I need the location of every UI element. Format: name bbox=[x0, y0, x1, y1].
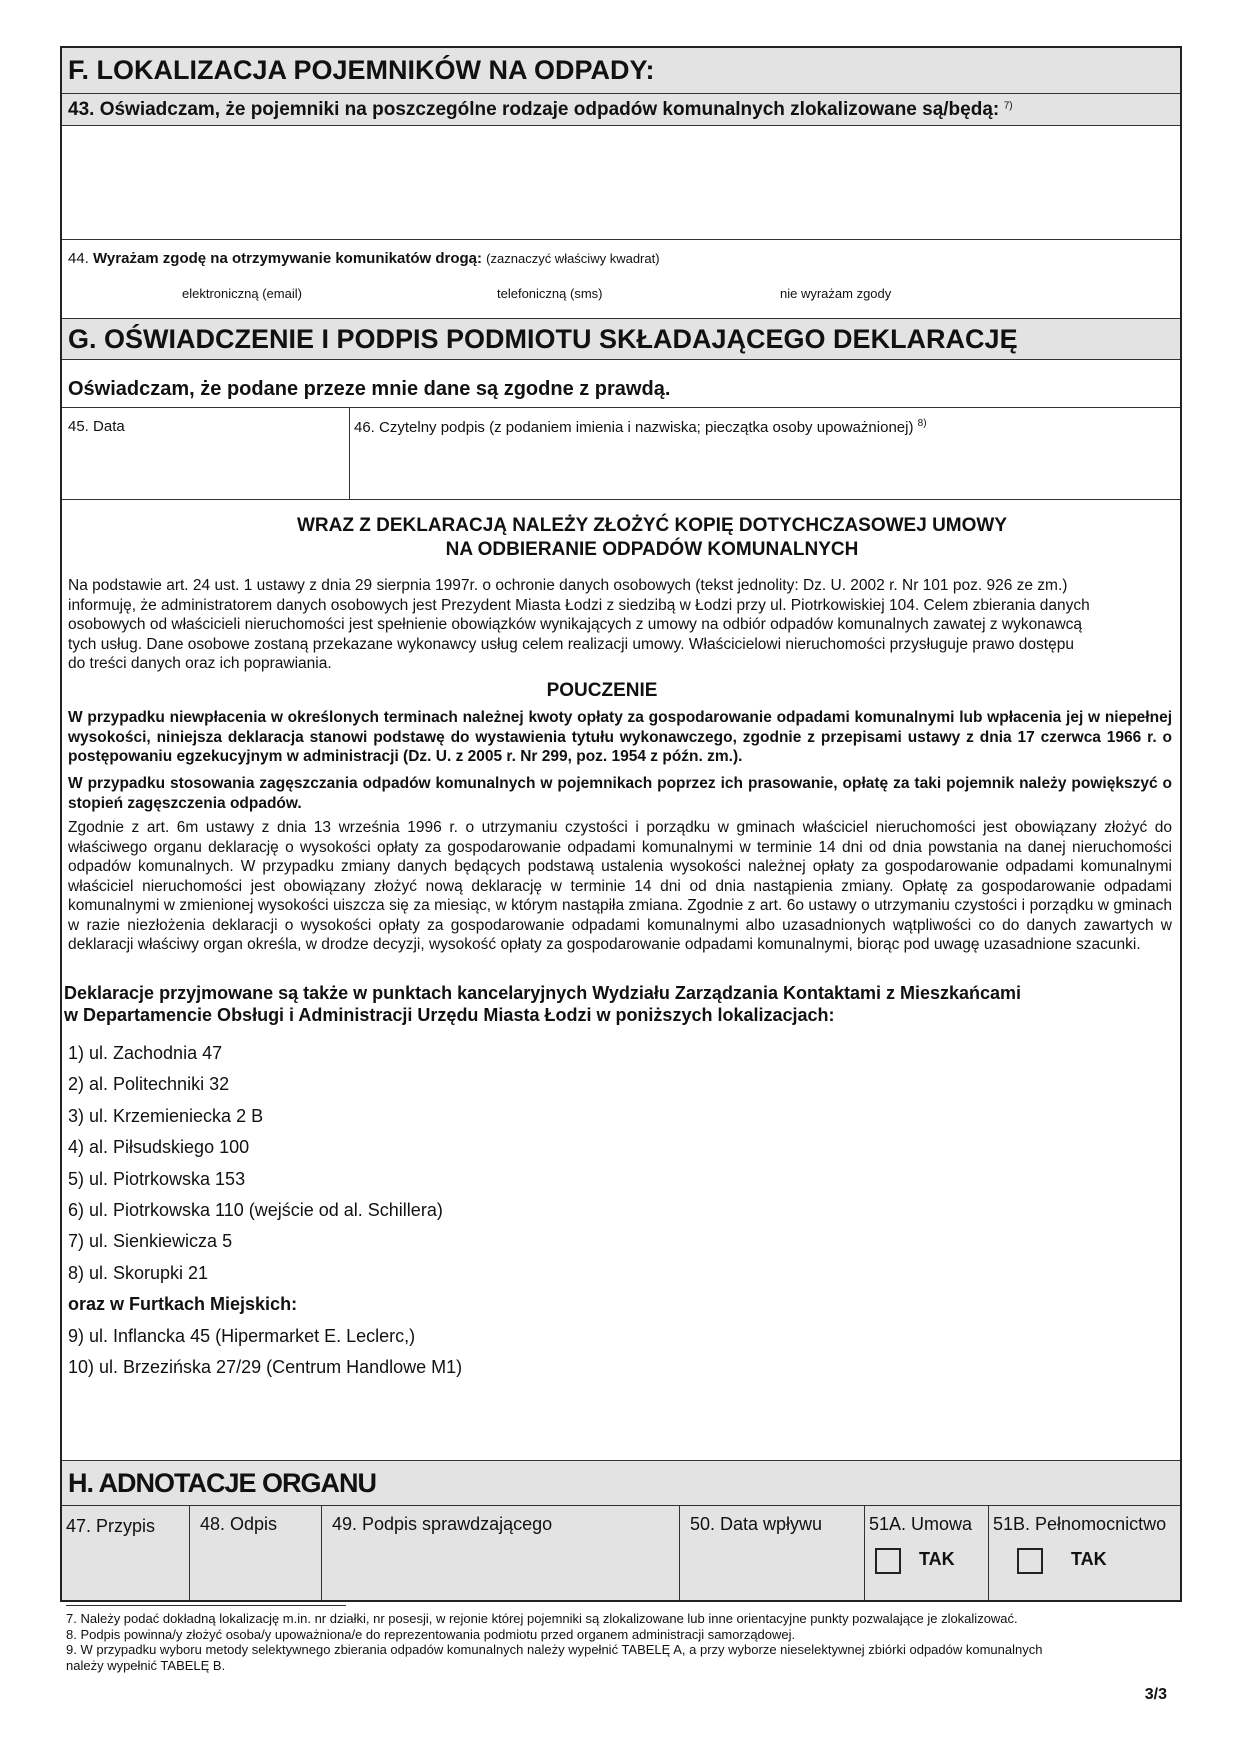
receipt-date-field[interactable] bbox=[680, 1506, 865, 1600]
option-email[interactable]: elektroniczną (email) bbox=[182, 286, 302, 301]
declaration-form-page bbox=[60, 46, 1182, 1602]
location-item: 7) ul. Sienkiewicza 5 bbox=[68, 1231, 233, 1252]
statement-text: Oświadczam, że podane przeze mnie dane są zgodne z prawdą. bbox=[68, 378, 671, 400]
umowa-tak-label: TAK bbox=[919, 1549, 955, 1570]
pouczenie-paragraph-3: Zgodnie z art. 6m ustawy z dnia 13 września 1996 r. o utrzymaniu czystości i porządku w gminach właściciel nieruchomości jest obowiązany złożyć do właściwego organu deklarację o wysokości opłaty za gospodarowanie odpadami komunalnymi w terminie 14 dni od dnia powstania na danej nieruchomości odpadów komunalnych. W przypadku zmiany danych będących podstawą ustalenia wysokości należnej opłaty za gospodarowanie odpadami komunalnymi właściciel nieruchomości jest obowiązany złożyć nową deklarację w terminie 14 dni od dnia nastąpienia zmiany. Opłatę za gospodarowanie odpadami komunalnymi w zmienionej wysokości uiszcza się za miesiąc, w którym nastąpiła zmiana. Zgodnie z art. 6o ustawy o utrzymaniu czystości i porządku w gminach w razie niezłożenia deklaracji o wysokości opłaty za gospodarowanie odpadami komunalnymi albo uzasadnionych wątpliwości co do danych zawartych w deklaracji właściwy organ określa, w drodze decyzji, wysokość opłaty za gospodarowanie odpadami komunalnymi, biorąc pod uwagę uzasadnione szacunki. bbox=[68, 819, 1172, 953]
privacy-line: Na podstawie art. 24 ust. 1 ustawy z dnia 29 sierpnia 1997r. o ochronie danych osobowych (tekst jednolity: Dz. U. 2002 r. Nr 101 poz. 926 ze zm.) bbox=[68, 577, 1068, 594]
signature-field[interactable] bbox=[350, 408, 1180, 499]
organ-annotations-row bbox=[62, 1506, 1180, 1600]
pelnomocnictwo-checkbox[interactable] bbox=[1017, 1548, 1043, 1574]
page-number: 3/3 bbox=[1144, 1686, 1167, 1703]
f46-footnote-ref: 8) bbox=[917, 418, 927, 429]
privacy-line: informuję, że administratorem danych osobowych jest Prezydent Miasta Łodzi z siedzibą w Łodzi przy ul. Piotrkowiskiej 104. Celem zbierania danych bbox=[68, 596, 1090, 614]
footnote-9: 9. W przypadku wyboru metody selektywnego zbierania odpadów komunalnych należy wypełnić TABELĘ A, a przy wyborze nieselektywnej zbiórki odpadów komunalnych bbox=[66, 1642, 1043, 1657]
q44-consent-row bbox=[62, 240, 1180, 318]
q44-hint: (zaznaczyć właściwy kwadrat) bbox=[486, 251, 660, 266]
q44-label: Wyrażam zgodę na otrzymywanie komunikatów drogą: bbox=[93, 250, 482, 267]
location-item: 3) ul. Krzemieniecka 2 B bbox=[68, 1105, 264, 1126]
date-field[interactable] bbox=[62, 408, 350, 499]
location-item: 1) ul. Zachodnia 47 bbox=[68, 1043, 223, 1063]
umowa-field bbox=[865, 1506, 989, 1600]
locations-intro bbox=[64, 982, 1164, 1026]
umowa-label: 51A. Umowa bbox=[869, 1514, 973, 1534]
przypis-field[interactable] bbox=[62, 1506, 190, 1600]
section-g-header bbox=[62, 318, 1180, 360]
pouczenie-paragraph-1: W przypadku niewpłacenia w określonych terminach należnej kwoty opłaty za gospodarowanie odpadami komunalnymi lub wpłacenia jej w niepełnej wysokości, niniejsza deklaracja stanowi podstawę do wystawienia tytułu wykonawczego, zgodnie z przepisami ustawy z dnia 17 czerwca 1966 r. o postępowaniu egzekucyjnym w administracji (Dz. U. z 2005 r. Nr 299, poz. 1954 z późn. zm.). bbox=[68, 709, 1172, 765]
footnote-7: 7. Należy podać dokładną lokalizację m.in. nr działki, nr posesji, w rejonie której pojemniki są zlokalizowane lub inne orientacyjne punkty pozwalające je zlokalizować. bbox=[66, 1611, 1018, 1626]
furtki-item: 10) ul. Brzezińska 27/29 (Centrum Handlowe M1) bbox=[68, 1357, 463, 1378]
section-f-title: F. LOKALIZACJA POJEMNIKÓW NA ODPADY: bbox=[68, 55, 655, 85]
section-h-header bbox=[62, 1460, 1180, 1506]
section-g-title: G. OŚWIADCZENIE I PODPIS PODMIOTU SKŁADAJĄCEGO DEKLARACJĘ bbox=[68, 324, 1018, 354]
furtki-label: oraz w Furtkach Miejskich: bbox=[68, 1294, 298, 1315]
pelnomocnictwo-option[interactable] bbox=[1017, 1548, 1107, 1574]
section-f-header bbox=[62, 48, 1180, 94]
privacy-line: tych usług. Dane osobowe zostaną przekazane wykonawcy usług celem realizacji umowy. Właścicielowi nieruchomości przysługuje prawo dostępu bbox=[68, 635, 1074, 653]
privacy-clause bbox=[68, 576, 1168, 674]
option-no-consent[interactable]: nie wyrażam zgody bbox=[780, 286, 892, 301]
furtki-item: 9) ul. Inflancka 45 (Hipermarket E. Leclerc,) bbox=[68, 1325, 416, 1346]
verifier-signature-field[interactable] bbox=[322, 1506, 680, 1600]
locations-list bbox=[68, 1038, 768, 1383]
receipt-date-label: 50. Data wpływu bbox=[690, 1514, 823, 1534]
location-item: 6) ul. Piotrkowska 110 (wejście od al. Schillera) bbox=[68, 1200, 443, 1221]
locations-intro-line-1: Deklaracje przyjmowane są także w punktach kancelaryjnych Wydziału Zarządzania Kontaktami z Mieszkańcami bbox=[64, 983, 1022, 1003]
signature-label: 46. Czytelny podpis (z podaniem imienia i nazwiska; pieczątka osoby upoważnionej) bbox=[354, 419, 914, 436]
locations-intro-line-2: w Departamencie Obsługi i Administracji Urzędu Miasta Łodzi w poniższych lokalizacjach: bbox=[64, 1005, 835, 1025]
q43-label: 43. Oświadczam, że pojemniki na poszczególne rodzaje odpadów komunalnych zlokalizowane są/będą: bbox=[68, 99, 1000, 120]
q44-number: 44. bbox=[68, 250, 89, 267]
odpis-field[interactable] bbox=[190, 1506, 322, 1600]
location-item: 2) al. Politechniki 32 bbox=[68, 1074, 230, 1095]
q43-footnote-ref: 7) bbox=[1003, 100, 1013, 112]
date-label: 45. Data bbox=[68, 418, 125, 435]
notice-block bbox=[62, 500, 1180, 1506]
pouczenie-title: POUCZENIE bbox=[546, 680, 658, 701]
przypis-label: 47. Przypis bbox=[66, 1516, 156, 1536]
footnotes bbox=[66, 1605, 1186, 1673]
footnote-8: 8. Podpis powinna/y złożyć osoba/y upoważniona/e do reprezentowania podmiotu przed organem administracji samorządowej. bbox=[66, 1626, 796, 1642]
privacy-line: osobowych od właścicieli nieruchomości jest spełnienie obowiązków wynikających z umowy na odbiór odpadów komunalnych zawatej z wykonawcą bbox=[68, 616, 1083, 633]
umowa-checkbox[interactable] bbox=[875, 1548, 901, 1574]
odpis-label: 48. Odpis bbox=[200, 1514, 278, 1534]
pelnomocnictwo-field bbox=[989, 1506, 1180, 1600]
pelnomocnictwo-label: 51B. Pełnomocnictwo bbox=[993, 1514, 1167, 1534]
notice-line-1: WRAZ Z DEKLARACJĄ NALEŻY ZŁOŻYĆ KOPIĘ DOTYCHCZASOWEJ UMOWY bbox=[296, 515, 1008, 536]
location-item: 8) ul. Skorupki 21 bbox=[68, 1262, 209, 1283]
notice-line-2: NA ODBIERANIE ODPADÓW KOMUNALNYCH bbox=[445, 539, 859, 560]
option-sms[interactable]: telefoniczną (sms) bbox=[497, 286, 603, 301]
pouczenie-paragraph-2: W przypadku stosowania zagęszczania odpadów komunalnych w pojemnikach poprzez ich prasowanie, opłatę za taki pojemnik należy powiększyć o stopień zagęszczenia odpadów. bbox=[68, 775, 1172, 812]
umowa-option[interactable] bbox=[875, 1548, 955, 1574]
q43-label-row bbox=[62, 94, 1180, 126]
privacy-line: do treści danych oraz ich poprawiania. bbox=[68, 655, 332, 672]
verifier-signature-label: 49. Podpis sprawdzającego bbox=[332, 1514, 553, 1534]
statement-row bbox=[62, 360, 1180, 408]
location-item: 5) ul. Piotrkowska 153 bbox=[68, 1168, 246, 1189]
pelnomocnictwo-tak-label: TAK bbox=[1071, 1549, 1107, 1570]
footnote-9-cont: należy wypełnić TABELĘ B. bbox=[66, 1657, 226, 1673]
q43-answer-field[interactable] bbox=[62, 126, 1180, 240]
signature-row bbox=[62, 408, 1180, 500]
location-item: 4) al. Piłsudskiego 100 bbox=[68, 1137, 250, 1158]
section-h-title: H. ADNOTACJE ORGANU bbox=[68, 1468, 377, 1498]
